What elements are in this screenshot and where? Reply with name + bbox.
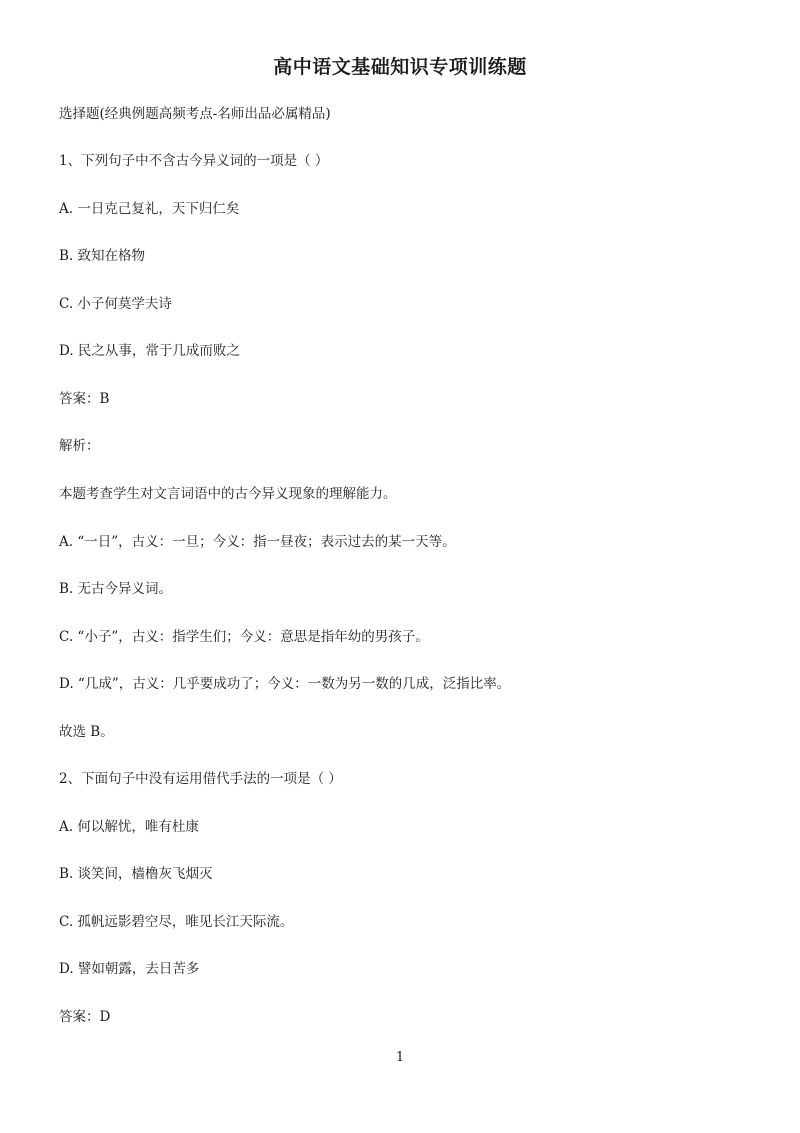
question-1-analysis-d: D. “几成”，古义：几乎要成功了；今义：一数为另一数的几成，泛指比率。 [59,676,511,692]
question-1-conclusion: 故选 B。 [59,724,114,740]
section-heading: 选择题(经典例题高频考点-名师出品必属精品) [59,106,331,122]
question-1-option-a: A. 一日克己复礼，天下归仁矣 [59,201,240,217]
question-2-answer: 答案：D [59,1009,111,1025]
question-2-option-c: C. 孤帆远影碧空尽，唯见长江天际流。 [59,914,294,930]
question-1-analysis-intro: 本题考查学生对文言词语中的古今异义现象的理解能力。 [59,486,397,502]
question-1-answer: 答案：B [59,391,110,407]
question-1-option-b: B. 致知在格物 [59,248,146,264]
question-1-analysis-a: A. “一日”，古义：一旦；今义：指一昼夜；表示过去的某一天等。 [59,534,456,550]
question-2-option-a: A. 何以解忧，唯有杜康 [59,819,199,835]
question-1-analysis-label: 解析： [59,438,100,454]
page-number: 1 [395,1050,405,1065]
question-1-analysis-c: C. “小子”，古义：指学生们；今义：意思是指年幼的男孩子。 [59,629,429,645]
question-2-stem: 2、下面句子中没有运用借代手法的一项是（ ） [59,771,342,787]
page-title: 高中语文基础知识专项训练题 [273,56,527,78]
question-1-analysis-b: B. 无古今异义词。 [59,581,173,597]
question-1-option-d: D. 民之从事，常于几成而败之 [59,343,240,359]
question-1-option-c: C. 小子何莫学夫诗 [59,296,172,312]
question-2-option-d: D. 譬如朝露，去日苦多 [59,961,200,977]
question-2-option-b: B. 谈笑间，樯橹灰飞烟灭 [59,866,213,882]
question-1-stem: 1、下列句子中不含古今异义词的一项是（ ） [59,153,329,169]
